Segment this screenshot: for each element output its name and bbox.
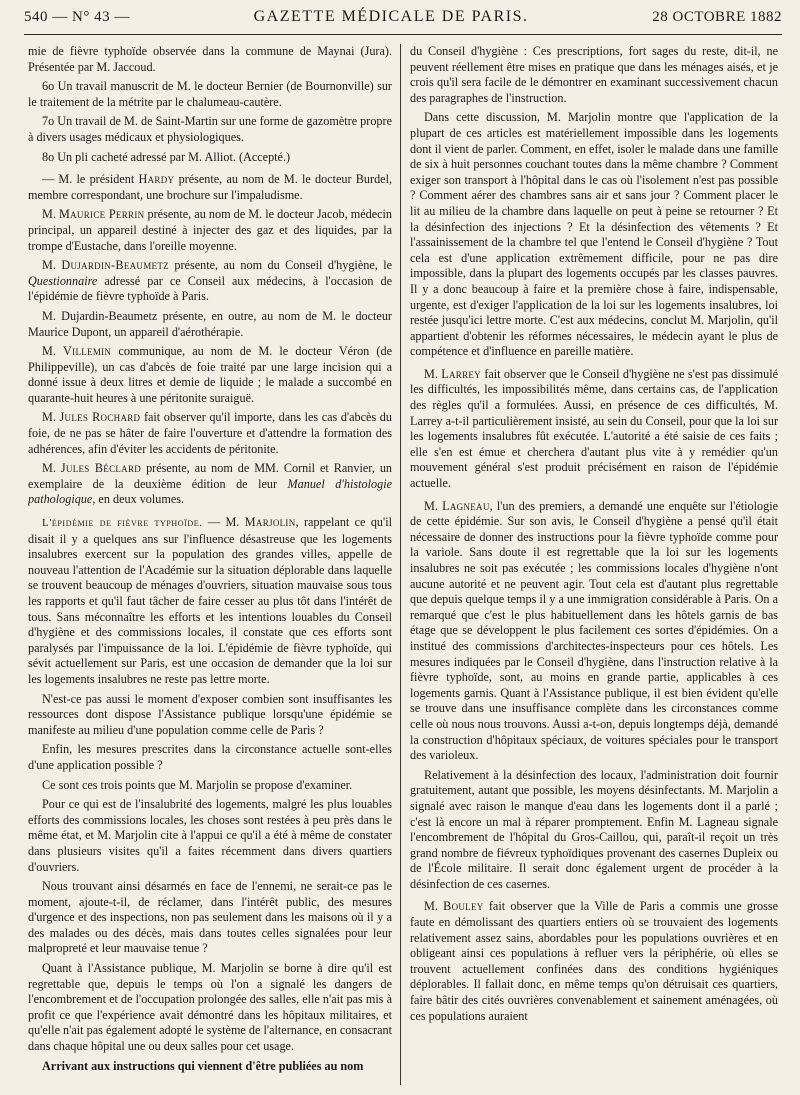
paragraph: 8o Un pli cacheté adressé par M. Alliot. (Accepté.) [42,149,291,164]
speaker-name: Villemin [63,344,112,359]
speaker-name: Dujardin-Beaumetz [61,258,169,273]
paragraph: N'est-ce pas aussi le moment d'exposer combien sont insuffisantes les ressources dont dispose l'Assistance publique lorsqu'une épidémie se manifeste au milieu d'une population comme celle de Paris ? [28,691,392,737]
paragraph: Enfin, les mesures prescrites dans la circonstance actuelle sont-elles d'une application possible ? [28,742,392,772]
paragraph: M. Dujardin-Beaumetz présente, au nom du Conseil d'hygiène, le Questionnaire adressé par ce Conseil aux médecins, à l'occasion de l'épidémie de fièvre typhoïde à Paris. [28,258,392,304]
paragraph: M. Jules Béclard présente, au nom de MM. Cornil et Ranvier, un exemplaire de la deuxième édition de leur Manuel d'histologie pathologique, en deux volumes. [28,461,392,507]
paragraph: Quant à l'Assistance publique, M. Marjolin se borne à dire qu'il est regrettable que, depuis le temps où l'on a signalé les dangers de l'encombrement et de l'occupation prolongée des salles, elle n'ait pas mis à profit ce que l'expérience avait démontré dans les hôpitaux militaires, et qu'elle n'ait pas également adopté le système de l'alternance, en consacrant dans chaque hôpital une ou deux salles pour cet usage. [28,961,392,1054]
section-paragraph: L'épidémie de fièvre typhoïde. — M. Marjolin, rappelant ce qu'il disait il y a quelques ans sur l'influence désastreuse que les logements insalubres exercent sur la population des grandes villes, appelle de nouveau l'attention de l'Académie sur la situation déplorable dans laquelle se trouvent beaucoup de ménages d'ouvriers, situation mauvaise sous tous les rapports et qu'il faut tâcher de faire cesser au plus tôt dans l'intérêt de tous. Sans méconnaître les efforts et les intentions louables du Conseil d'hygiène et des commissions locales, il constate que ces efforts sont paralysés par l'impuissance de la loi. L'épidémie de fièvre typhoïde, qui sévit actuellement sur Paris, est une occasion de demander que la loi sur les logements insalubres ne reste pas lettre morte. [28,515,392,686]
paragraph: 7o Un travail de M. de Saint-Martin sur une forme de gazomètre propre à divers usages médicaux et physiologiques. [28,114,392,144]
speaker-name: Bouley [443,899,484,914]
journal-title: GAZETTE MÉDICALE DE PARIS. [253,8,529,25]
speaker-name: Maurice Perrin [59,207,145,222]
column-divider [400,44,401,1085]
paragraph: — M. le président Hardy présente, au nom de M. le docteur Burdel, membre correspondant, une brochure sur l'impaludisme. [28,172,392,202]
speaker-name: Jules Béclard [60,461,142,476]
speaker-name: Hardy [138,172,175,187]
left-column [28,44,392,1087]
paragraph: Pour ce qui est de l'insalubrité des logements, malgré les plus louables efforts des commissions locales, les choses sont restées à peu près dans le même état, et M. Marjolin cite à l'appui ce qu'il a été à même de constater dans plusieurs visites qu'il a faites récemment dans divers quartiers d'ouvriers. [28,797,392,874]
book-title: Manuel d'histologie pathologique [28,476,392,507]
paragraph: M. Dujardin-Beaumetz présente, en outre, au nom de M. le docteur Maurice Dupont, un appareil d'aérothérapie. [28,308,392,339]
paragraph: M. Lagneau, l'un des premiers, a demandé une enquête sur l'étiologie de cette épidémie. Sur son avis, le Conseil d'hygiène a pensé qu'il était nécessaire de donner des instructions pour la fièvre typhoïde comme pour la variole. Sans doute il est regrettable que la loi sur les logements insalubres ne soit pas exécutée ; les commissions locales d'hygiène n'ont aucune autorité et ne peuvent agir. Tout cela est d'autant plus regrettable que depuis quelque temps il y a une immigration considérable à Paris. On a remarqué que c'est le plus habituellement dans les hôtels garnis de bas étage que se développent le plus facilement ces sortes d'épidémies. On a institué des commissions d'architectes-inspecteurs pour ces hôtels. Les mesures indiquées par le Conseil d'hygiène, dans l'instruction relative à la fièvre typhoïde, sont, au moins en grande partie, applicables à ces logements garnis. Quant à l'Assistance publique, il est bien évident qu'elle se trouve dans une insuffisance complète dans les circonstances comme celle où nous nous trouvons. Aussi a-t-on, depuis longtemps déjà, demandé la construction d'hôpitaux spéciaux, de voitures spéciales pour le transport des varioleux. [410,498,778,763]
paragraph: Relativement à la désinfection des locaux, l'administration doit fournir gratuitement, autant que possible, les moyens désinfectants. M. Marjolin a signalé avec raison le manque d'eau dans les logements dont il a parlé ; c'est là encore un mal à réparer promptement. Enfin M. Lagneau signale l'encombrement de l'hôpital du Gros-Caillou, qui, paraît-il reçoit un très grand nombre de fiévreux typhoïdiques provenant des casernes Dupleix ou de l'École militaire. Il serait donc également urgent de procéder à la désinfection de ces casernes. [410,767,778,891]
speaker-name: Jules Rochard [59,410,141,425]
paragraph: M. Larrey fait observer que le Conseil d'hygiène ne s'est pas dissimulé les difficultés, les impossibilités même, dans certains cas, de l'application des règles qu'il a formulées. Aussi, en présence de ces difficultés, M. Larrey a-t-il particulièrement insisté, au sein du Conseil, pour que la loi sur les logements insalubres fût exécutée. L'autorité a été saisie de ces faits ; elle s'en est émue et cherchera d'autant plus vite à y remédier qu'un mouvement général s'est produit précisément en raison de l'épidémie actuelle. [410,366,778,491]
paragraph: 6o Un travail manuscrit de M. le docteur Bernier (de Bournonville) sur le traitement de la métrite par le chalumeau-cautère. [28,79,392,109]
page-header [24,8,782,35]
paragraph: Arrivant aux instructions qui viennent d'être publiées au nom [42,1058,364,1073]
paragraph: Dans cette discussion, M. Marjolin montre que l'application de la plupart de ces articles est matériellement impossible dans les logements dont il vient de parler. Comment, en effet, isoler le malade dans une famille de six à huit personnes couchant toutes dans la même chambre ? Comment exiger son transport à l'hôpital dans le cas où l'isolement n'est pas possible ? Comment aérer des chambres sans air et sans jour ? Comment placer le lit au milieu de la chambre dans laquelle on peut à peine se retourner ? Et la désinfection des injections ? Et la désinfection des vêtements ? Et l'assainissement de la chambre tel que l'entend le Conseil d'hygiène ? Tout cela est d'une application extrêmement difficile, pour ne pas dire impossible, dans la plupart des logements occupés par les classes pauvres. Il y a donc beaucoup à faire et la première chose à faire, indispensable, urgente, est d'exiger l'application de la loi sur les logements insalubres, loi restée jusqu'ici lettre morte. C'est aux médecins, conclut M. Marjolin, qu'il appartient d'obtenir les réformes nécessaires, le médecin ayant le plus de compétence et d'influence en pareille matière. [410,110,778,359]
paragraph: M. Maurice Perrin présente, au nom de M. le docteur Jacob, médecin principal, un appareil destiné à injecter des gaz et des liquides, par la trompe d'Eustache, dans l'oreille moyenne. [28,207,392,253]
document-title: Questionnaire [28,273,98,288]
paragraph: M. Jules Rochard fait observer qu'il importe, dans les cas d'abcès du foie, de ne pas se hâter de faire l'ouverture et d'attendre la formation des adhérences, afin d'éviter les accidents de péritonite. [28,410,392,456]
paragraph: Nous trouvant ainsi désarmés en face de l'ennemi, ne serait-ce pas le moment, ajoute-t-il, de réclamer, dans l'intérêt public, des mesures d'urgence et des inspections, non pas seulement dans les maisons où il y a des malades ou des décès, mais dans toutes celles signalées pour leur malpropreté et leur mauvaise tenue ? [28,879,392,956]
section-heading: L'épidémie de fièvre typhoïde. [42,517,203,530]
page-number: 540 — N° 43 — [24,9,130,25]
speaker-name: Marjolin [244,515,296,530]
paragraph: mie de fièvre typhoïde observée dans la commune de Maynai (Jura). Présentée par M. Jaccoud. [28,44,392,74]
paragraph: M. Villemin communique, au nom de M. le docteur Véron (de Philippeville), un cas d'abcès de foie traité par une large incision qui a donné issue à deux litres et demie de liquide ; le malade a succombé en quarante-huit heures à une péritonite suraiguë. [28,344,392,405]
speaker-name: Larrey [441,366,481,381]
issue-date: 28 OCTOBRE 1882 [652,9,782,25]
paragraph: Ce sont ces trois points que M. Marjolin se propose d'examiner. [42,777,353,792]
paragraph: du Conseil d'hygiène : Ces prescriptions, fort sages du reste, dit-il, ne peuvent réellement être mises en pratique que dans les ménages aisés, et je crois qu'il sera facile de le démontrer en examinant successivement chacun des paragraphes de l'instruction. [410,44,778,105]
right-column [410,44,778,1087]
speaker-name: Lagneau [442,498,490,513]
paragraph: M. Bouley fait observer que la Ville de Paris a commis une grosse faute en démolissant des quartiers entiers où se trouvaient des logements relativement assez sains, abordables pour les populations ouvrières et en obligeant ainsi ces populations à refluer vers la périphérie, où elles se trouvent actuellement confinées dans des conditions hygiéniques déplorables. Il fallait donc, en même temps qu'on détruisait ces quartiers, faire bâtir des cités ouvrières convenablement et sainement aménagées, où ces populations auraient [410,899,778,1023]
